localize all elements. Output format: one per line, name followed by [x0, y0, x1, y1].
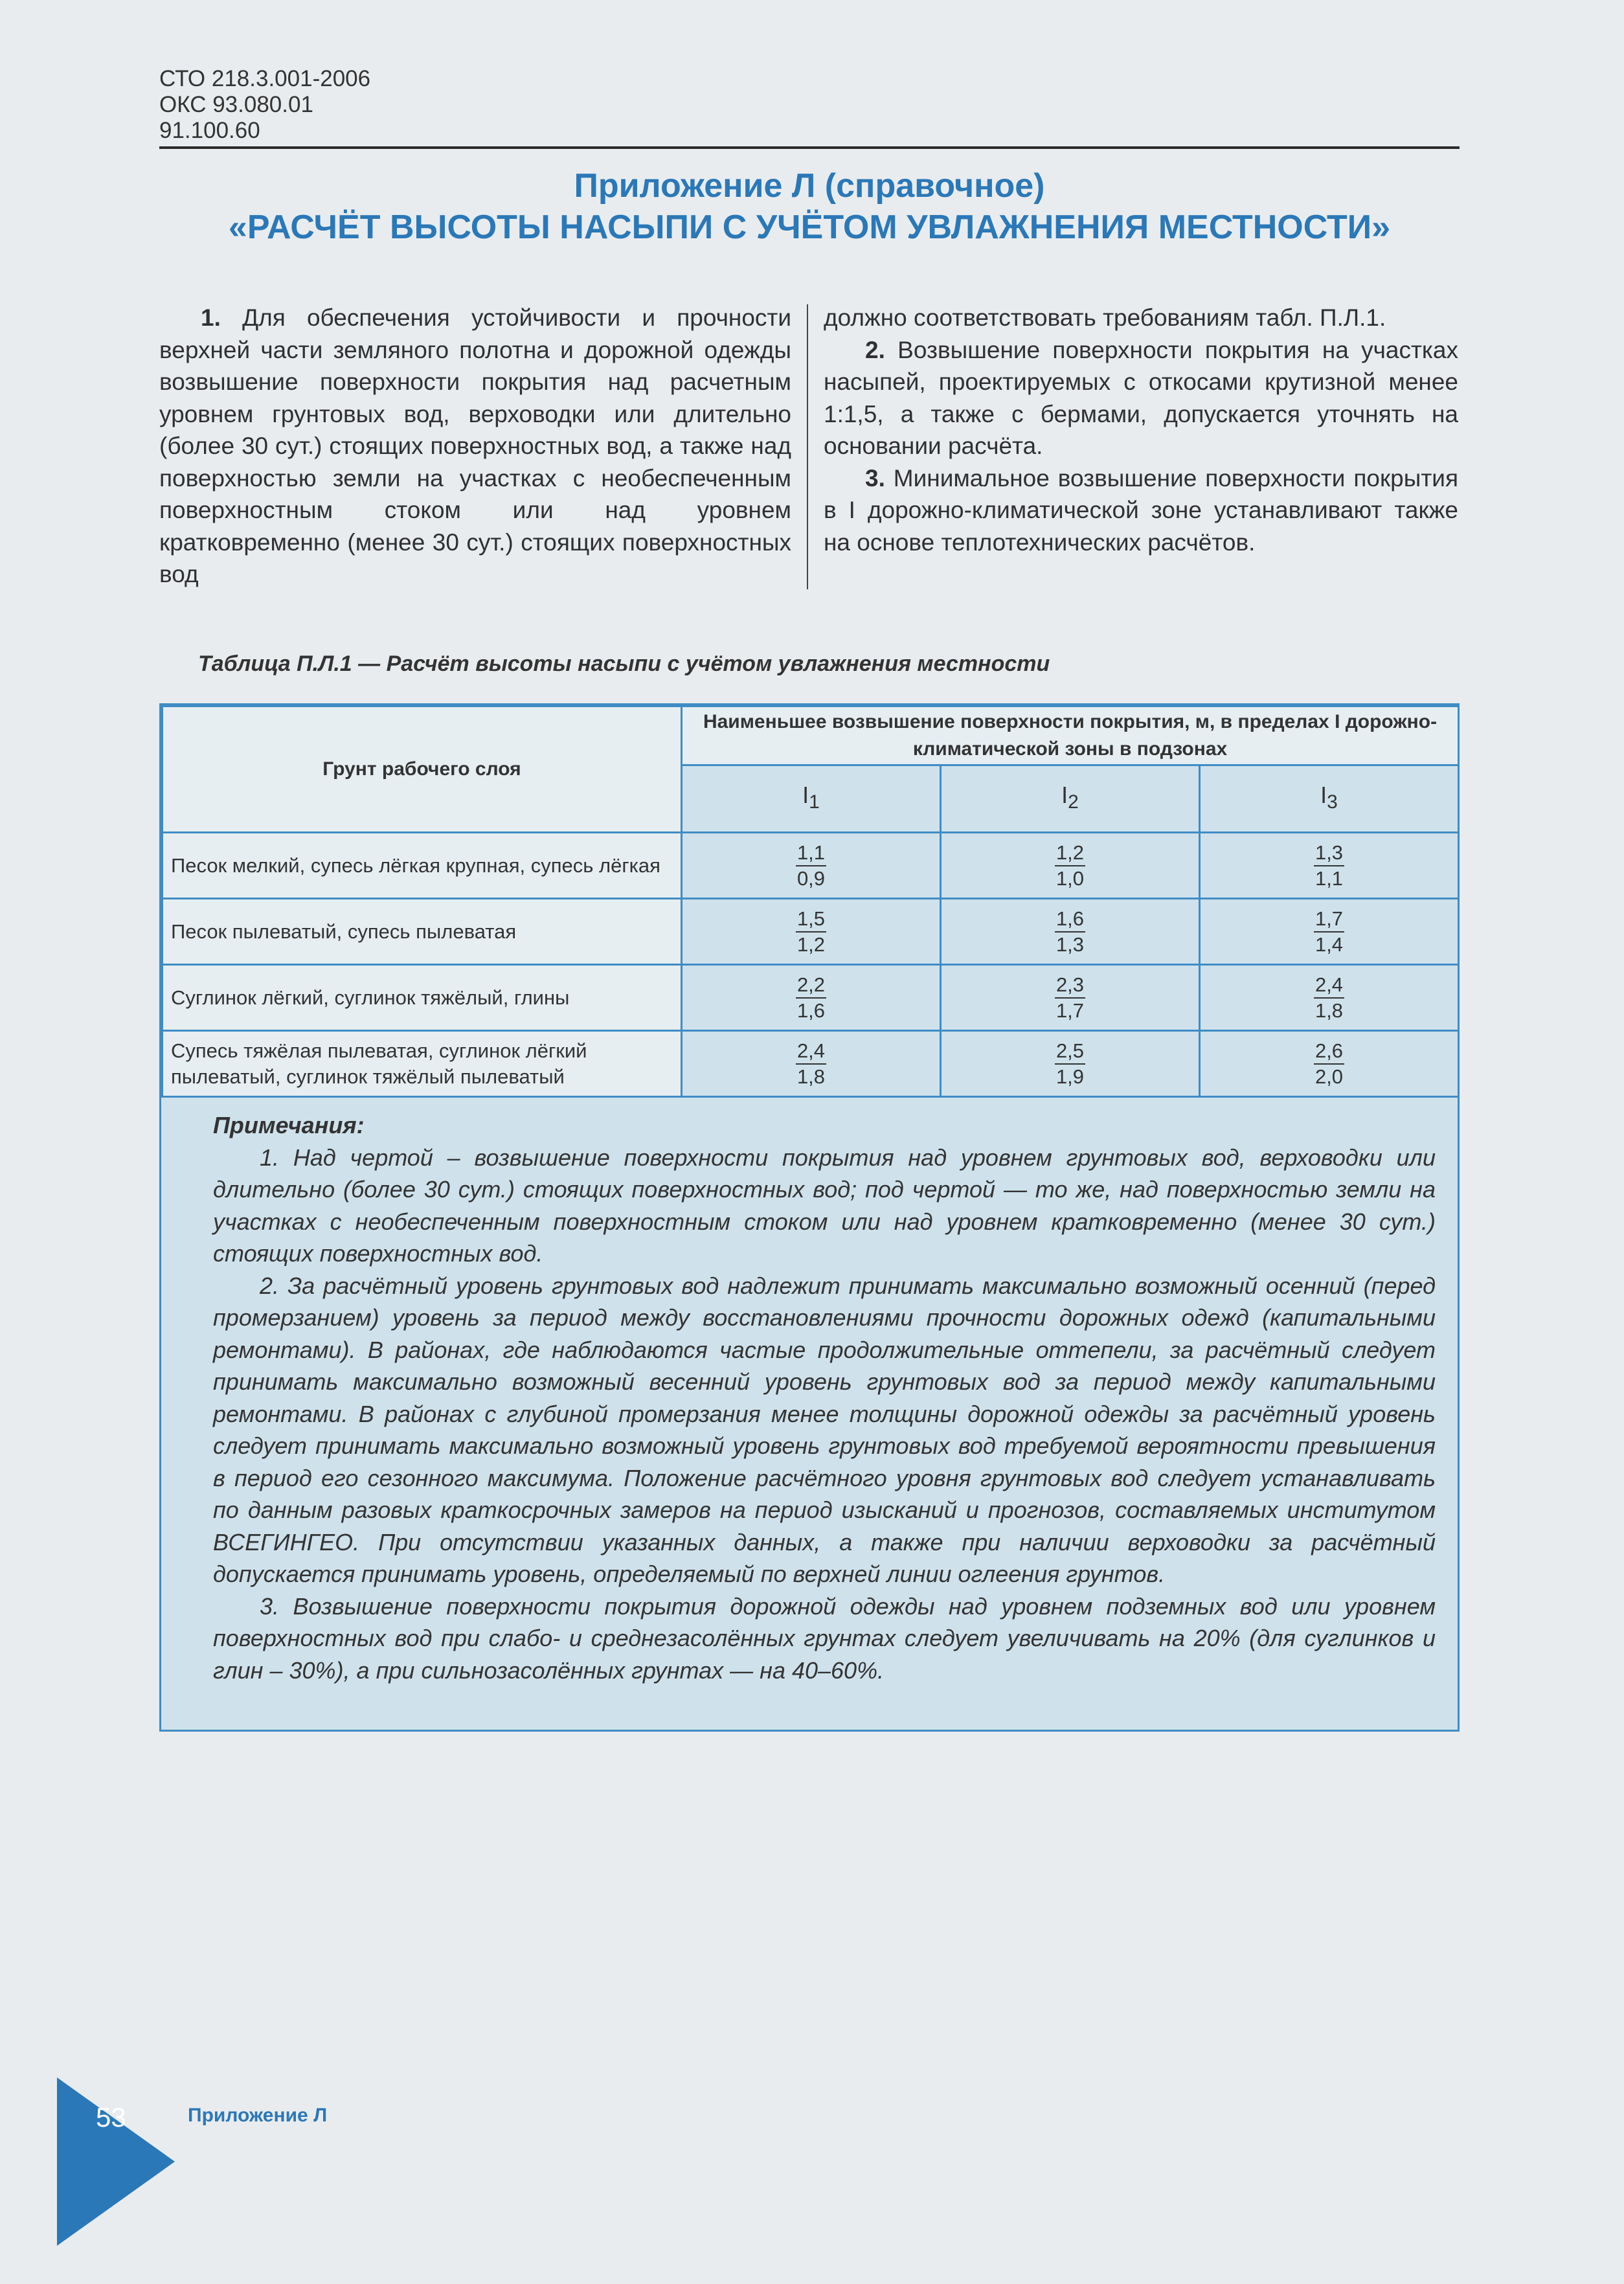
value-above-line: 1,3 — [1314, 841, 1344, 866]
value-cell — [1200, 833, 1459, 899]
paragraph-1-text: Для обеспечения устойчивости и прочности верхней части земляного полотна и дорожной одежды возвышение поверхности покрытия над расчетным уровнем грунтовых вод, верховодки или длительно (более 30 сут.) стоящих поверхностных вод, а также над поверхностью земли на участках с необеспеченным поверхностным стоком или над уровнем кратковременно (менее 30 сут.) стоящих поверхностных вод — [159, 304, 792, 587]
soil-name-cell: Супесь тяжёлая пылеватая, суглинок лёгкий пылеватый, суглинок тяжёлый пылеватый — [163, 1031, 682, 1097]
table-row — [163, 1031, 1459, 1097]
notes-title: Примечания: — [213, 1112, 365, 1138]
table-caption: Таблица П.Л.1 — Расчёт высоты насыпи с учётом увлажнения местности — [198, 651, 1050, 676]
table-row — [163, 833, 1459, 899]
subzone-index: 1 — [809, 791, 820, 813]
value-fraction — [1055, 841, 1085, 891]
text-column-left — [159, 302, 791, 591]
value-fraction — [796, 841, 826, 891]
paragraph-3 — [824, 462, 1458, 559]
column-divider — [807, 304, 808, 589]
soil-name-cell: Песок мелкий, супесь лёгкая крупная, супесь лёгкая — [163, 833, 682, 899]
value-fraction — [1314, 841, 1344, 891]
note-3: 3. Возвышение поверхности покрытия дорожной одежды над уровнем подземных вод или уровнем поверхностных вод при слабо- и среднезасолённых грунтах следует увеличивать на 20% (для суглинков и глин – 30%), а при сильнозасолённых грунтах — на 40–60%. — [213, 1592, 1436, 1684]
value-fraction — [796, 907, 826, 957]
value-fraction — [796, 973, 826, 1023]
paragraph-1-continuation: должно соответствовать требованиям табл. П.Л.1. — [824, 304, 1386, 331]
subzone-header — [941, 765, 1200, 833]
value-above-line: 2,5 — [1055, 1039, 1085, 1065]
paragraph-2-text: Возвышение поверхности покрытия на участках насыпей, проектируемых с откосами крутизной менее 1:1,5, а также с бермами, допускается уточнять на основании расчёта. — [824, 336, 1458, 459]
value-below-line: 1,8 — [796, 1065, 826, 1088]
value-fraction — [1055, 973, 1085, 1023]
subzone-label: $I_2$ — [1061, 781, 1079, 813]
subzone-label: $I_1$ — [802, 781, 820, 813]
standard-code: СТО 218.3.001-2006 — [159, 66, 371, 91]
value-below-line: 1,7 — [1055, 999, 1085, 1022]
value-below-line: 2,0 — [1314, 1065, 1344, 1088]
value-above-line: 2,2 — [796, 973, 826, 999]
soil-name-cell: Суглинок лёгкий, суглинок тяжёлый, глины — [163, 965, 682, 1031]
classification-code: 91.100.60 — [159, 118, 260, 143]
value-below-line: 1,9 — [1055, 1065, 1085, 1088]
text-column-right — [824, 302, 1458, 558]
value-fraction — [1055, 1039, 1085, 1089]
paragraph-1 — [159, 302, 791, 591]
value-above-line: 2,4 — [1314, 973, 1344, 999]
value-below-line: 0,9 — [796, 866, 826, 890]
appendix-title: Приложение Л (справочное) — [574, 167, 1045, 205]
value-above-line: 1,1 — [796, 841, 826, 866]
page-number: 53 — [96, 2102, 126, 2132]
table-notes — [213, 1109, 1436, 1686]
value-above-line: 1,2 — [1055, 841, 1085, 866]
column-header-soil: Грунт рабочего слоя — [163, 707, 682, 833]
value-fraction — [1314, 973, 1344, 1023]
value-cell — [1200, 965, 1459, 1031]
value-below-line: 1,8 — [1314, 999, 1344, 1022]
table-header-row — [163, 707, 1459, 765]
value-cell — [941, 1031, 1200, 1097]
column-header-min-elevation: Наименьшее возвышение поверхности покрытия, м, в пределах I дорожно-климатической зоны в подзонах — [682, 707, 1459, 765]
subzone-header — [682, 765, 941, 833]
value-fraction — [1055, 907, 1085, 957]
note-1: 1. Над чертой – возвышение поверхности покрытия над уровнем грунтовых вод, верховодки или длительно (более 30 сут.) стоящих поверхностных вод; под чертой — то же, над поверхностью земли на участках с необеспеченным поверхностным стоком или над уровнем кратковременно (менее 30 сут.) стоящих поверхностных вод. — [213, 1144, 1436, 1267]
subzone-label: $I_3$ — [1320, 781, 1338, 813]
value-cell — [682, 1031, 941, 1097]
value-below-line: 1,4 — [1314, 933, 1344, 956]
value-below-line: 1,2 — [796, 933, 826, 956]
subzone-index: 2 — [1068, 791, 1079, 813]
value-cell — [1200, 1031, 1459, 1097]
paragraph-3-text: Минимальное возвышение поверхности покрытия в I дорожно-климатической зоне устанавливают также на основе теплотехнических расчётов. — [824, 464, 1458, 556]
value-cell — [941, 833, 1200, 899]
value-below-line: 1,0 — [1055, 866, 1085, 890]
value-above-line: 1,7 — [1314, 907, 1344, 933]
value-above-line: 2,4 — [796, 1039, 826, 1065]
value-above-line: 1,5 — [796, 907, 826, 933]
paragraph-2-number: 2. — [865, 336, 885, 363]
table-row — [163, 899, 1459, 965]
value-fraction — [1314, 907, 1344, 957]
oks-code: ОКС 93.080.01 — [159, 92, 313, 117]
value-above-line: 2,6 — [1314, 1039, 1344, 1065]
value-cell — [941, 965, 1200, 1031]
value-fraction — [796, 1039, 826, 1089]
value-below-line: 1,6 — [796, 999, 826, 1022]
header-divider — [159, 146, 1460, 149]
document-header — [159, 66, 370, 144]
value-below-line: 1,3 — [1055, 933, 1085, 956]
soil-name-cell: Песок пылеватый, супесь пылеватая — [163, 899, 682, 965]
value-cell — [941, 899, 1200, 965]
note-2: 2. За расчётный уровень грунтовых вод надлежит принимать максимально возможный осенний (перед промерзанием) уровень за период между восстановлениями прочности дорожных одежд (капитальными ремонтами). В районах, где наблюдаются частые продолжительные оттепели, за расчётный следует принимать максимально возможный весенний уровень грунтовых вод за период между капитальными ремонтами. В районах с глубиной промерзания менее толщины дорожной одежды за расчётный уровень следует принимать максимально возможный уровень грунтовых вод требуемой вероятности превышения в период его сезонного максимума. Положение расчётного уровня грунтовых вод следует устанавливать по данным разовых краткосрочных замеров на период изысканий и прогнозов, составляемых институтом ВСЕГИНГЕО. При отсутствии указанных данных, а также при наличии верховодки за расчётный допускается принимать уровень, определяемый по верхней линии оглеения грунтов. — [213, 1272, 1436, 1587]
value-cell — [682, 833, 941, 899]
paragraph-3-number: 3. — [865, 464, 885, 492]
embankment-table-frame — [159, 703, 1460, 1732]
value-cell — [682, 965, 941, 1031]
subzone-index: 3 — [1327, 791, 1338, 813]
paragraph-2 — [824, 334, 1458, 462]
value-cell — [682, 899, 941, 965]
footer-section-label: Приложение Л — [188, 2105, 328, 2126]
value-cell — [1200, 899, 1459, 965]
value-below-line: 1,1 — [1314, 866, 1344, 890]
subzone-header — [1200, 765, 1459, 833]
value-above-line: 2,3 — [1055, 973, 1085, 999]
appendix-subtitle: «РАСЧЁТ ВЫСОТЫ НАСЫПИ С УЧЁТОМ УВЛАЖНЕНИЯ МЕСТНОСТИ» — [228, 209, 1391, 246]
value-above-line: 1,6 — [1055, 907, 1085, 933]
embankment-height-table — [161, 705, 1460, 1098]
value-fraction — [1314, 1039, 1344, 1089]
table-row — [163, 965, 1459, 1031]
paragraph-1-number: 1. — [201, 304, 221, 331]
